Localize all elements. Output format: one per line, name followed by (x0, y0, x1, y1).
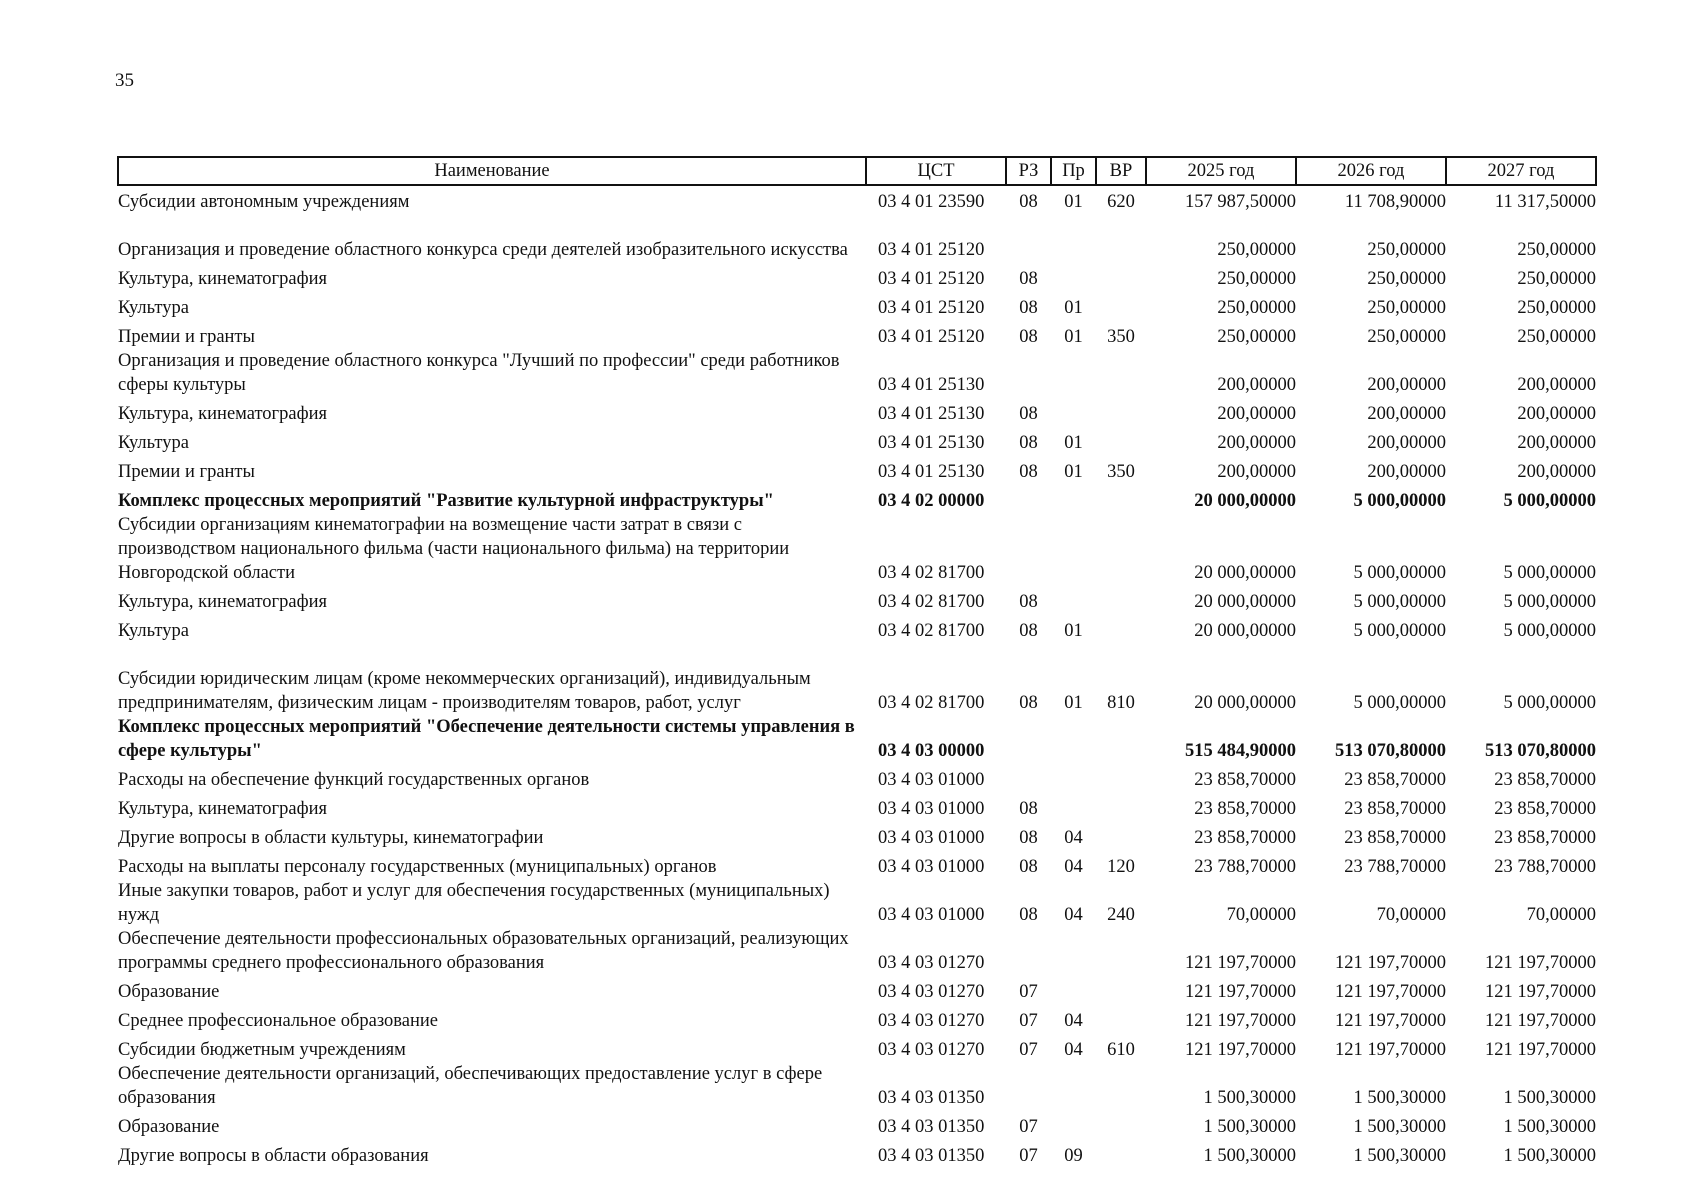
cell-pr: 01 (1064, 433, 1083, 453)
cell-rz: 07 (1019, 1011, 1038, 1031)
header-2026: 2026 год (1296, 157, 1446, 185)
cell-cst: 03 4 01 25120 (878, 327, 985, 347)
cell-vr (1096, 585, 1146, 614)
cell-cst: 03 4 01 25130 (878, 462, 985, 482)
cell-y2026: 23 858,70000 (1344, 828, 1446, 848)
cell-name: Обеспечение деятельности организаций, обеспечивающих предоставление услуг в сфере образования (118, 1064, 823, 1108)
table-row (118, 455, 1596, 484)
cell-vr (1096, 1062, 1146, 1110)
cell-pr (1051, 1062, 1096, 1110)
header-2025: 2025 год (1146, 157, 1296, 185)
cell-rz: 08 (1019, 327, 1038, 347)
cell-name: Организация и проведение областного конкурса среди деятелей изобразительного искусства (118, 240, 848, 260)
table-row (118, 397, 1596, 426)
cell-rz: 08 (1019, 905, 1038, 925)
cell-cst: 03 4 01 25130 (878, 375, 985, 395)
cell-rz: 08 (1019, 857, 1038, 877)
cell-y2026: 250,00000 (1367, 327, 1446, 347)
cell-name: Культура, кинематография (118, 404, 328, 424)
table-row (118, 291, 1596, 320)
cell-name: Субсидии бюджетным учреждениям (118, 1040, 406, 1060)
cell-cst: 03 4 02 00000 (878, 491, 985, 511)
cell-y2026: 1 500,30000 (1353, 1088, 1446, 1108)
cell-y2026: 121 197,70000 (1335, 982, 1446, 1002)
cell-name: Культура, кинематография (118, 269, 328, 289)
cell-vr: 350 (1107, 327, 1135, 347)
cell-rz: 07 (1019, 1117, 1038, 1137)
cell-cst: 03 4 01 23590 (878, 192, 985, 212)
budget-table (117, 156, 1597, 1168)
cell-y2025: 1 500,30000 (1203, 1088, 1296, 1108)
cell-cst: 03 4 03 01000 (878, 857, 985, 877)
cell-pr (1051, 262, 1096, 291)
table-row (118, 879, 1596, 927)
cell-y2025: 121 197,70000 (1185, 982, 1296, 1002)
cell-rz: 08 (1019, 192, 1038, 212)
cell-y2027: 121 197,70000 (1485, 1040, 1596, 1060)
cell-pr (1051, 397, 1096, 426)
cell-y2027: 121 197,70000 (1485, 982, 1596, 1002)
cell-y2026: 70,00000 (1376, 905, 1446, 925)
table-row (118, 792, 1596, 821)
cell-y2026: 513 070,80000 (1335, 741, 1446, 761)
cell-y2027: 23 788,70000 (1494, 857, 1596, 877)
cell-rz: 08 (1019, 298, 1038, 318)
cell-name: Культура (118, 298, 189, 318)
cell-pr: 01 (1064, 298, 1083, 318)
cell-y2025: 1 500,30000 (1203, 1117, 1296, 1137)
cell-y2026: 1 500,30000 (1353, 1146, 1446, 1166)
cell-y2025: 1 500,30000 (1203, 1146, 1296, 1166)
cell-y2026: 1 500,30000 (1353, 1117, 1446, 1137)
cell-vr (1096, 214, 1146, 262)
cell-cst: 03 4 03 01270 (878, 1011, 985, 1031)
cell-y2027: 23 858,70000 (1494, 828, 1596, 848)
cell-pr: 04 (1064, 828, 1083, 848)
cell-y2026: 121 197,70000 (1335, 1040, 1446, 1060)
cell-y2025: 20 000,00000 (1194, 592, 1296, 612)
table-row (118, 1139, 1596, 1168)
cell-pr (1051, 715, 1096, 763)
cell-y2025: 20 000,00000 (1194, 491, 1296, 511)
cell-cst: 03 4 01 25120 (878, 240, 985, 260)
cell-cst: 03 4 03 01350 (878, 1088, 985, 1108)
cell-name: Премии и гранты (118, 462, 255, 482)
cell-vr (1096, 1004, 1146, 1033)
cell-y2026: 5 000,00000 (1353, 621, 1446, 641)
cell-name: Культура (118, 433, 189, 453)
cell-cst: 03 4 03 01270 (878, 1040, 985, 1060)
cell-y2025: 515 484,90000 (1185, 741, 1296, 761)
cell-rz (1006, 513, 1051, 585)
cell-pr: 09 (1064, 1146, 1083, 1166)
cell-y2025: 250,00000 (1217, 269, 1296, 289)
header-vr: ВР (1096, 157, 1146, 185)
cell-name: Комплекс процессных мероприятий "Развитие культурной инфраструктуры" (118, 491, 774, 511)
cell-rz: 08 (1019, 828, 1038, 848)
cell-pr: 01 (1064, 621, 1083, 641)
cell-cst: 03 4 03 01350 (878, 1146, 985, 1166)
cell-y2027: 5 000,00000 (1503, 491, 1596, 511)
cell-cst: 03 4 02 81700 (878, 592, 985, 612)
cell-pr: 01 (1064, 693, 1083, 713)
cell-rz: 08 (1019, 693, 1038, 713)
cell-vr (1096, 262, 1146, 291)
cell-pr (1051, 214, 1096, 262)
table-row (118, 927, 1596, 975)
cell-cst: 03 4 03 01350 (878, 1117, 985, 1137)
cell-y2025: 250,00000 (1217, 327, 1296, 347)
table-row (118, 513, 1596, 585)
cell-y2026: 5 000,00000 (1353, 563, 1446, 583)
cell-y2025: 200,00000 (1217, 433, 1296, 453)
cell-y2027: 250,00000 (1517, 240, 1596, 260)
cell-vr (1096, 397, 1146, 426)
cell-y2026: 200,00000 (1367, 433, 1446, 453)
cell-pr: 04 (1064, 905, 1083, 925)
header-pr: Пр (1051, 157, 1096, 185)
cell-rz: 07 (1019, 1146, 1038, 1166)
cell-vr: 240 (1107, 905, 1135, 925)
cell-vr (1096, 715, 1146, 763)
cell-y2026: 5 000,00000 (1353, 693, 1446, 713)
table-row (118, 1110, 1596, 1139)
cell-y2027: 200,00000 (1517, 433, 1596, 453)
cell-y2027: 5 000,00000 (1503, 563, 1596, 583)
table-row (118, 643, 1596, 715)
cell-vr (1096, 513, 1146, 585)
cell-y2027: 5 000,00000 (1503, 693, 1596, 713)
table-row (118, 1004, 1596, 1033)
cell-y2027: 23 858,70000 (1494, 799, 1596, 819)
cell-y2026: 250,00000 (1367, 269, 1446, 289)
table-row (118, 850, 1596, 879)
cell-rz: 08 (1019, 433, 1038, 453)
cell-y2027: 250,00000 (1517, 269, 1596, 289)
table-row (118, 262, 1596, 291)
cell-y2025: 121 197,70000 (1185, 1011, 1296, 1031)
cell-cst: 03 4 03 01000 (878, 799, 985, 819)
header-row (118, 157, 1596, 185)
cell-pr: 04 (1064, 857, 1083, 877)
cell-pr (1051, 484, 1096, 513)
cell-cst: 03 4 02 81700 (878, 563, 985, 583)
cell-name: Образование (118, 1117, 220, 1137)
cell-pr: 04 (1064, 1011, 1083, 1031)
cell-rz: 08 (1019, 462, 1038, 482)
cell-cst: 03 4 03 01270 (878, 953, 985, 973)
header-rz: РЗ (1006, 157, 1051, 185)
cell-y2027: 200,00000 (1517, 404, 1596, 424)
cell-y2027: 5 000,00000 (1503, 592, 1596, 612)
cell-y2027: 121 197,70000 (1485, 1011, 1596, 1031)
cell-name: Субсидии автономным учреждениям (118, 192, 410, 212)
cell-pr (1051, 975, 1096, 1004)
cell-vr: 610 (1107, 1040, 1135, 1060)
cell-y2026: 5 000,00000 (1353, 592, 1446, 612)
cell-y2027: 200,00000 (1517, 462, 1596, 482)
table-row (118, 763, 1596, 792)
cell-pr (1051, 763, 1096, 792)
cell-y2026: 23 858,70000 (1344, 799, 1446, 819)
cell-pr: 01 (1064, 192, 1083, 212)
cell-y2026: 121 197,70000 (1335, 1011, 1446, 1031)
cell-cst: 03 4 01 25120 (878, 298, 985, 318)
cell-y2025: 250,00000 (1217, 298, 1296, 318)
cell-vr (1096, 975, 1146, 1004)
cell-y2026: 11 708,90000 (1344, 192, 1446, 212)
cell-y2025: 157 987,50000 (1185, 192, 1296, 212)
cell-rz: 08 (1019, 621, 1038, 641)
cell-y2027: 11 317,50000 (1494, 192, 1596, 212)
cell-pr: 01 (1064, 327, 1083, 347)
cell-vr (1096, 927, 1146, 975)
cell-cst: 03 4 03 01270 (878, 982, 985, 1002)
cell-y2025: 200,00000 (1217, 375, 1296, 395)
cell-name: Расходы на выплаты персоналу государственных (муниципальных) органов (118, 857, 717, 877)
cell-cst: 03 4 03 01000 (878, 905, 985, 925)
cell-pr (1051, 585, 1096, 614)
cell-y2027: 121 197,70000 (1485, 953, 1596, 973)
cell-pr (1051, 927, 1096, 975)
table-row (118, 1062, 1596, 1110)
table-row (118, 975, 1596, 1004)
cell-y2025: 121 197,70000 (1185, 953, 1296, 973)
table-row (118, 1033, 1596, 1062)
cell-cst: 03 4 02 81700 (878, 621, 985, 641)
cell-vr (1096, 1110, 1146, 1139)
cell-pr (1051, 349, 1096, 397)
cell-name: Культура, кинематография (118, 799, 328, 819)
cell-y2026: 5 000,00000 (1353, 491, 1446, 511)
cell-y2025: 23 788,70000 (1194, 857, 1296, 877)
cell-y2025: 20 000,00000 (1194, 563, 1296, 583)
cell-y2025: 200,00000 (1217, 404, 1296, 424)
cell-y2027: 250,00000 (1517, 327, 1596, 347)
cell-pr (1051, 1110, 1096, 1139)
cell-vr (1096, 291, 1146, 320)
cell-vr (1096, 426, 1146, 455)
cell-y2025: 20 000,00000 (1194, 693, 1296, 713)
cell-vr (1096, 614, 1146, 643)
table-body (118, 185, 1596, 1168)
cell-rz (1006, 349, 1051, 397)
cell-name: Другие вопросы в области культуры, кинематографии (118, 828, 544, 848)
cell-name: Организация и проведение областного конкурса "Лучший по профессии" среди работников сферы культуры (118, 351, 840, 395)
cell-y2025: 23 858,70000 (1194, 828, 1296, 848)
table-row (118, 185, 1596, 214)
cell-name: Культура, кинематография (118, 592, 328, 612)
cell-name: Расходы на обеспечение функций государственных органов (118, 770, 590, 790)
cell-y2025: 20 000,00000 (1194, 621, 1296, 641)
cell-y2025: 23 858,70000 (1194, 770, 1296, 790)
table-row (118, 614, 1596, 643)
cell-name: Комплекс процессных мероприятий "Обеспечение деятельности системы управления в сфере культуры" (118, 717, 855, 761)
cell-cst: 03 4 01 25120 (878, 269, 985, 289)
budget-table-container (117, 156, 1595, 1168)
header-2027: 2027 год (1446, 157, 1596, 185)
cell-y2027: 250,00000 (1517, 298, 1596, 318)
cell-y2026: 200,00000 (1367, 462, 1446, 482)
cell-vr: 350 (1107, 462, 1135, 482)
cell-rz: 07 (1019, 1040, 1038, 1060)
cell-y2027: 70,00000 (1526, 905, 1596, 925)
page-number: 35 (115, 70, 134, 91)
cell-vr (1096, 763, 1146, 792)
table-row (118, 349, 1596, 397)
header-cst: ЦСТ (866, 157, 1006, 185)
cell-name: Культура (118, 621, 189, 641)
cell-vr: 620 (1107, 192, 1135, 212)
cell-vr: 120 (1107, 857, 1135, 877)
cell-y2025: 121 197,70000 (1185, 1040, 1296, 1060)
cell-y2025: 250,00000 (1217, 240, 1296, 260)
cell-name: Обеспечение деятельности профессиональных образовательных организаций, реализующих программы среднего профессионального образования (118, 929, 849, 973)
table-row (118, 585, 1596, 614)
cell-y2027: 23 858,70000 (1494, 770, 1596, 790)
cell-rz (1006, 214, 1051, 262)
cell-y2026: 200,00000 (1367, 375, 1446, 395)
cell-rz (1006, 927, 1051, 975)
cell-rz (1006, 763, 1051, 792)
cell-pr: 04 (1064, 1040, 1083, 1060)
cell-rz: 08 (1019, 799, 1038, 819)
cell-y2026: 250,00000 (1367, 240, 1446, 260)
cell-rz: 07 (1019, 982, 1038, 1002)
cell-rz (1006, 715, 1051, 763)
cell-cst: 03 4 02 81700 (878, 693, 985, 713)
cell-name: Премии и гранты (118, 327, 255, 347)
cell-y2027: 1 500,30000 (1503, 1146, 1596, 1166)
cell-y2027: 5 000,00000 (1503, 621, 1596, 641)
cell-name: Субсидии организациям кинематографии на возмещение части затрат в связи с производством национального фильма (части национального фильма) на территории Новгородской области (118, 515, 790, 583)
cell-rz: 08 (1019, 269, 1038, 289)
header-name: Наименование (118, 157, 866, 185)
cell-y2027: 200,00000 (1517, 375, 1596, 395)
table-row (118, 320, 1596, 349)
cell-cst: 03 4 03 01000 (878, 770, 985, 790)
table-row (118, 715, 1596, 763)
cell-y2026: 121 197,70000 (1335, 953, 1446, 973)
cell-vr (1096, 1139, 1146, 1168)
table-row (118, 214, 1596, 262)
cell-name: Субсидии юридическим лицам (кроме некоммерческих организаций), индивидуальным предпринимателям, физическим лицам - производителям товаров, работ, услуг (118, 669, 811, 713)
cell-y2027: 513 070,80000 (1485, 741, 1596, 761)
cell-y2025: 23 858,70000 (1194, 799, 1296, 819)
cell-rz (1006, 484, 1051, 513)
cell-pr (1051, 513, 1096, 585)
cell-cst: 03 4 01 25130 (878, 433, 985, 453)
cell-y2025: 70,00000 (1226, 905, 1296, 925)
cell-rz: 08 (1019, 592, 1038, 612)
cell-pr (1051, 792, 1096, 821)
cell-name: Образование (118, 982, 220, 1002)
cell-rz: 08 (1019, 404, 1038, 424)
cell-y2026: 23 858,70000 (1344, 770, 1446, 790)
cell-cst: 03 4 01 25130 (878, 404, 985, 424)
cell-rz (1006, 1062, 1051, 1110)
table-row (118, 821, 1596, 850)
cell-y2026: 23 788,70000 (1344, 857, 1446, 877)
cell-y2027: 1 500,30000 (1503, 1088, 1596, 1108)
cell-cst: 03 4 03 01000 (878, 828, 985, 848)
cell-vr (1096, 349, 1146, 397)
cell-vr (1096, 821, 1146, 850)
cell-cst: 03 4 03 00000 (878, 741, 985, 761)
cell-y2027: 1 500,30000 (1503, 1117, 1596, 1137)
table-row (118, 484, 1596, 513)
cell-vr (1096, 484, 1146, 513)
cell-y2026: 200,00000 (1367, 404, 1446, 424)
table-header (118, 157, 1596, 185)
table-row (118, 426, 1596, 455)
cell-pr: 01 (1064, 462, 1083, 482)
cell-name: Иные закупки товаров, работ и услуг для обеспечения государственных (муниципальных) нужд (118, 881, 830, 925)
cell-vr: 810 (1107, 693, 1135, 713)
cell-name: Другие вопросы в области образования (118, 1146, 429, 1166)
cell-y2026: 250,00000 (1367, 298, 1446, 318)
cell-name: Среднее профессиональное образование (118, 1011, 438, 1031)
cell-vr (1096, 792, 1146, 821)
cell-y2025: 200,00000 (1217, 462, 1296, 482)
